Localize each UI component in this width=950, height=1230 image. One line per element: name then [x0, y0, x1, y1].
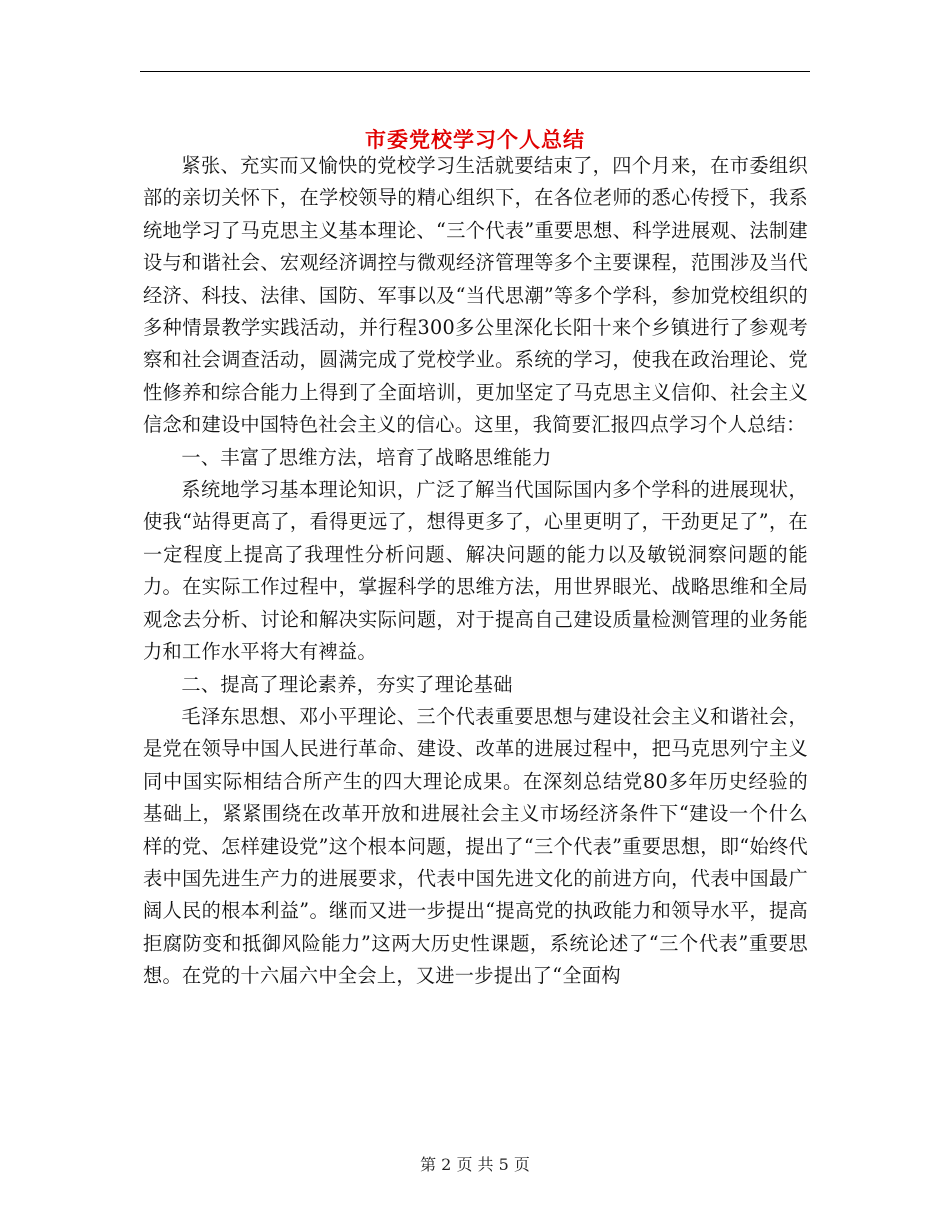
paragraph-intro: 紧张、充实而又愉快的党校学习生活就要结束了，四个月来，在市委组织部的亲切关怀下，在学校领导的精心组织下，在各位老师的悉心传授下，我系统地学习了马克思主义基本理论、“三个代表”重要思想、科学进展观、法制建设与和谐社会、宏观经济调控与微观经济管理等多个主要课程，范围涉及当代经济、科技、法律、国防、军事以及“当代思潮”等多个学科，参加党校组织的多种情景教学实践活动，并行程300多公里深化长阳十来个乡镇进行了参观考察和社会调查活动，圆满完成了党校学业。系统的学习，使我在政治理论、党性修养和综合能力上得到了全面培训，更加坚定了马克思主义信仰、社会主义信念和建设中国特色社会主义的信心。这里，我简要汇报四点学习个人总结：: [143, 154, 808, 437]
paragraph-section-2: 毛泽东思想、邓小平理论、三个代表重要思想与建设社会主义和谐社会，是党在领导中国人民进行革命、建设、改革的进展过程中，把马克思列宁主义同中国实际相结合所产生的四大理论成果。在深刻总结党80多年历史经验的基础上，紧紧围绕在改革开放和进展社会主义市场经济条件下“建设一个什么样的党、怎样建设党”这个根本问题，提出了“三个代表”重要思想，即“始终代表中国先进生产力的进展要求，代表中国先进文化的前进方向，代表中国最广阔人民的根本利益”。继而又进一步提出“提高党的执政能力和领导水平，提高拒腐防变和抵御风险能力”这两大历史性课题，系统论述了“三个代表”重要思想。在党的十六届六中全会上，又进一步提出了“全面构: [143, 704, 808, 988]
paragraph-section-1: 系统地学习基本理论知识，广泛了解当代国际国内多个学科的进展现状，使我“站得更高了，看得更远了，想得更多了，心里更明了，干劲更足了”，在一定程度上提高了我理性分析问题、解决问题的能力以及敏锐洞察问题的能力。在实际工作过程中，掌握科学的思维方法，用世界眼光、战略思维和全局观念去分析、讨论和解决实际问题，对于提高自己建设质量检测管理的业务能力和工作水平将大有裨益。: [143, 478, 808, 664]
document-body: [143, 150, 808, 993]
header-rule: [140, 71, 810, 72]
page-number: 第 2 页 共 5 页: [420, 1155, 530, 1174]
section-heading-2: 二、提高了理论素养，夯实了理论基础: [181, 672, 513, 696]
document-title: 市委党校学习个人总结: [365, 127, 585, 153]
section-heading-1: 一、丰富了思维方法，培育了战略思维能力: [181, 445, 552, 469]
